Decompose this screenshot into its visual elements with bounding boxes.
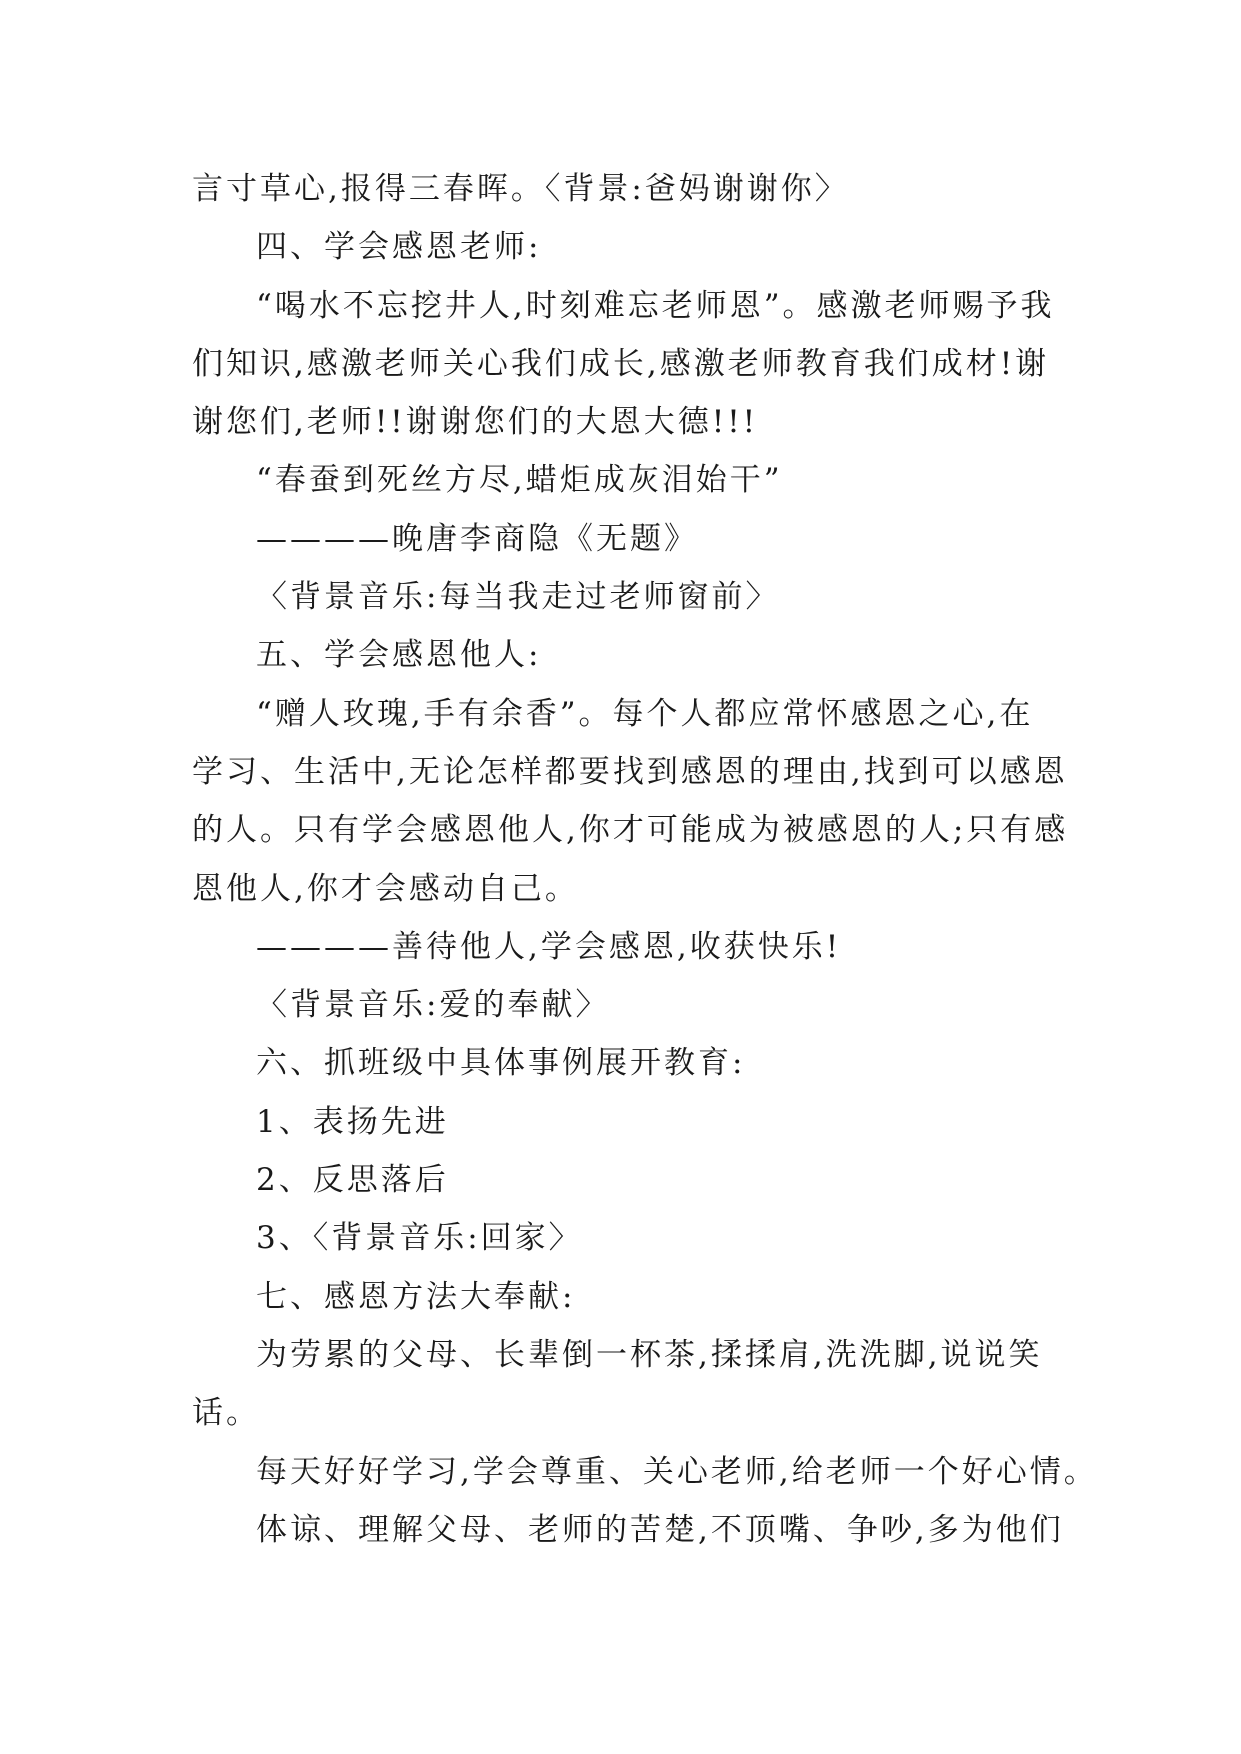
text-line: 为劳累的父母、长辈倒一杯茶,揉揉肩,洗洗脚,说说笑 xyxy=(256,1336,1043,1373)
text-line: 的人。只有学会感恩他人,你才可能成为被感恩的人;只有感 xyxy=(192,812,1069,849)
text-line: 们知识,感激老师关心我们成长,感激老师教育我们成材!谢 xyxy=(192,345,1050,382)
text-line: 言寸草心,报得三春晖。〈背景:爸妈谢谢你〉 xyxy=(192,171,849,207)
text-line: 话。 xyxy=(192,1395,260,1432)
text-line: 七、感恩方法大奉献: xyxy=(256,1278,576,1315)
text-line: “赠人玫瑰,手有余香”。每个人都应常怀感恩之心,在 xyxy=(256,695,1034,732)
text-line: 〈背景音乐:爱的奉献〉 xyxy=(256,987,610,1024)
text-line: 谢您们,老师!!谢谢您们的大恩大德!!! xyxy=(192,404,759,441)
text-line: 恩他人,你才会感动自己。 xyxy=(192,870,579,907)
text-line: 六、抓班级中具体事例展开教育: xyxy=(256,1045,746,1082)
text-line: 每天好好学习,学会尊重、关心老师,给老师一个好心情。 xyxy=(256,1453,1098,1490)
text-line: 四、学会感恩老师: xyxy=(256,229,542,266)
document-body xyxy=(192,160,1098,1559)
text-line: 2、反思落后 xyxy=(256,1162,449,1199)
text-line: 〈背景音乐:每当我走过老师窗前〉 xyxy=(256,579,780,616)
text-line: ————善待他人,学会感恩,收获快乐! xyxy=(256,928,842,965)
text-line: 学习、生活中,无论怎样都要找到感恩的理由,找到可以感恩 xyxy=(192,753,1068,790)
text-line: “春蚕到死丝方尽,蜡炬成灰泪始干” xyxy=(256,462,783,499)
text-line: “喝水不忘挖井人,时刻难忘老师恩”。感激老师赐予我 xyxy=(256,287,1055,324)
text-line: 体谅、理解父母、老师的苦楚,不顶嘴、争吵,多为他们 xyxy=(256,1511,1064,1548)
text-line: ————晚唐李商隐《无题》 xyxy=(256,520,698,557)
text-line: 1、表扬先进 xyxy=(256,1103,449,1140)
text-line: 五、学会感恩他人: xyxy=(256,637,542,674)
text-line: 3、〈背景音乐:回家〉 xyxy=(256,1220,583,1257)
